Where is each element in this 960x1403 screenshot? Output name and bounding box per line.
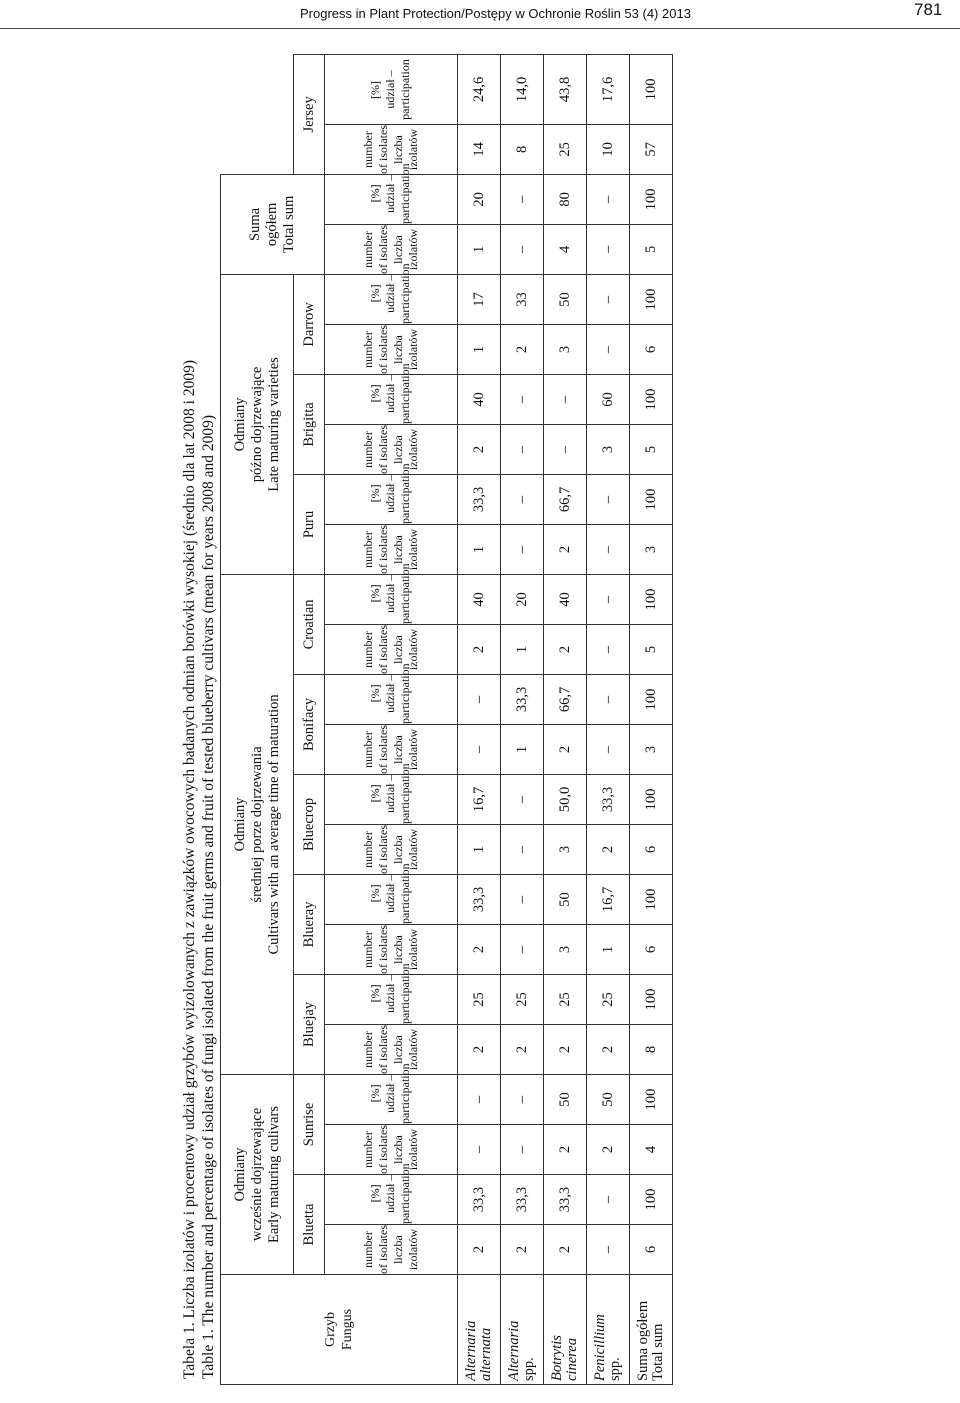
participation-cell: – (587, 474, 630, 524)
isolate-count-cell: – (501, 924, 544, 974)
table-row (630, 54, 673, 1384)
isolate-count-cell: 2 (544, 1125, 587, 1175)
isolate-count-cell: 14 (458, 124, 501, 174)
participation-cell: 100 (630, 374, 673, 424)
isolate-count-cell: 1 (501, 724, 544, 774)
group-average-en: Cultivars with an average time of maturation (265, 694, 282, 955)
isolate-count-cell: 6 (630, 1225, 673, 1275)
fungus-name-line1: Suma ogółem (635, 1300, 651, 1381)
fungus-name-line2: spp. (607, 1357, 623, 1381)
isolate-count-cell: 1 (458, 224, 501, 274)
share-label: udział – participation (383, 1163, 412, 1224)
group-total-en: Total sum (281, 195, 297, 254)
group-early (221, 1074, 294, 1274)
group-total-pl1: Suma (247, 207, 263, 241)
fungus-name-cell (587, 1275, 630, 1385)
table-row (501, 54, 544, 1384)
share-unit: [%] (368, 1084, 382, 1103)
participation-cell: 33,3 (458, 474, 501, 524)
isolate-count-cell: 2 (458, 1225, 501, 1275)
isolate-count-cell: 2 (544, 1024, 587, 1074)
participation-cell: 43,8 (544, 54, 587, 124)
participation-cell: 50 (544, 874, 587, 924)
count-column-header (325, 424, 458, 474)
participation-cell: 50,0 (544, 774, 587, 824)
rotated-table-block (180, 55, 780, 1385)
share-column-header (325, 1163, 458, 1225)
count-label-pl: liczba izolatów (390, 928, 420, 971)
caption-polish: Tabela 1. Liczba izolatów i procentowy udział grzybów wyizolowanych z zawiązków owocowych badanych odmian borówki wysokiej (średnio dla lat 2008 i 2009) (181, 359, 198, 1379)
count-column-header (325, 1125, 458, 1175)
fungus-name-line2: spp. (521, 1357, 537, 1381)
participation-cell: 100 (630, 474, 673, 524)
participation-cell: 20 (501, 574, 544, 624)
share-unit: [%] (368, 484, 382, 503)
isolate-count-cell: 1 (458, 324, 501, 374)
isolate-count-cell: – (587, 324, 630, 374)
cultivar-header: Sunrise (294, 1074, 325, 1174)
isolate-count-cell: 3 (544, 324, 587, 374)
participation-cell: 100 (630, 54, 673, 124)
fungi-isolates-table (220, 54, 673, 1385)
share-unit: [%] (368, 584, 382, 603)
cultivar-header: Bonifacy (294, 674, 325, 774)
isolate-count-cell: – (501, 1125, 544, 1175)
participation-cell: 40 (458, 574, 501, 624)
fungus-name-line2: cinerea (564, 1338, 580, 1381)
group-early-en: Early maturing culivars (265, 1106, 282, 1243)
isolate-count-cell: – (501, 224, 544, 274)
count-label-en: number of isolates (360, 124, 390, 174)
isolate-count-cell: – (587, 224, 630, 274)
isolate-count-cell: 2 (458, 1024, 501, 1074)
share-unit: [%] (368, 1184, 382, 1203)
share-label: udział – participation (383, 863, 412, 924)
count-label-en: number of isolates (360, 1024, 390, 1074)
isolate-count-cell: 1 (587, 924, 630, 974)
isolate-count-cell: 3 (630, 524, 673, 574)
share-column-header (325, 963, 458, 1024)
share-unit: [%] (368, 884, 382, 903)
count-label-pl: liczba izolatów (390, 328, 420, 371)
share-column-header (325, 663, 458, 724)
header-rule (0, 28, 960, 29)
group-average-pl2: średniej porze dojrzewania (248, 746, 265, 903)
isolate-count-cell: 2 (544, 524, 587, 574)
share-column-header (325, 463, 458, 524)
count-label-en: number of isolates (360, 624, 390, 674)
share-label: udział – participation (383, 263, 412, 324)
share-label: udział – participation (383, 363, 412, 424)
cultivar-header: Puru (294, 474, 325, 574)
isolate-count-cell: 10 (587, 124, 630, 174)
isolate-count-cell: – (501, 424, 544, 474)
participation-cell: 66,7 (544, 474, 587, 524)
fungus-name-cell (544, 1275, 587, 1385)
share-label: udział – participation (383, 1063, 412, 1124)
participation-cell: 100 (630, 974, 673, 1024)
participation-cell: 16,7 (458, 774, 501, 824)
participation-cell: – (587, 174, 630, 224)
share-unit: [%] (368, 284, 382, 303)
participation-cell: – (501, 374, 544, 424)
isolate-count-cell: 2 (458, 424, 501, 474)
table-caption (180, 55, 220, 1385)
participation-cell: 100 (630, 574, 673, 624)
participation-cell: 33,3 (501, 674, 544, 724)
isolate-count-cell: 2 (587, 1125, 630, 1175)
isolate-count-cell: – (501, 824, 544, 874)
participation-cell: 25 (587, 974, 630, 1024)
count-label-pl: liczba izolatów (390, 428, 420, 471)
share-unit: [%] (368, 80, 382, 99)
isolate-count-cell: 1 (501, 624, 544, 674)
participation-cell: 14,0 (501, 54, 544, 124)
isolate-count-cell: 2 (458, 624, 501, 674)
group-late-en: Late maturing varieties (265, 357, 282, 492)
share-unit: [%] (368, 784, 382, 803)
group-average (221, 574, 294, 1074)
isolate-count-cell: 2 (544, 1225, 587, 1275)
participation-cell: – (501, 174, 544, 224)
share-label: udział – participation (383, 59, 412, 120)
isolate-count-cell: 5 (630, 624, 673, 674)
participation-cell: 40 (458, 374, 501, 424)
count-label-pl: liczba izolatów (390, 628, 420, 671)
participation-cell: – (501, 774, 544, 824)
isolate-count-cell: – (501, 524, 544, 574)
fungus-name-cell (458, 1275, 501, 1385)
fungus-name-cell (630, 1275, 673, 1385)
cultivar-header: Blueray (294, 874, 325, 974)
fungus-name-line1: Alternaria (506, 1320, 522, 1381)
share-unit: [%] (368, 684, 382, 703)
participation-cell: 100 (630, 874, 673, 924)
fungus-name-line2: Total sum (650, 1323, 666, 1381)
count-label-en: number of isolates (360, 1225, 390, 1274)
group-late-pl1: Odmiany (231, 397, 248, 452)
isolate-count-cell: 2 (544, 624, 587, 674)
participation-cell: 33,3 (458, 874, 501, 924)
count-label-en: number of isolates (360, 824, 390, 874)
isolate-count-cell: 8 (501, 124, 544, 174)
fungus-name-cell (501, 1275, 544, 1385)
participation-cell: 100 (630, 174, 673, 224)
count-label-pl: liczba izolatów (390, 1028, 420, 1071)
participation-cell: 50 (544, 274, 587, 324)
share-label: udział – participation (383, 463, 412, 524)
isolate-count-cell: 3 (544, 824, 587, 874)
isolate-count-cell: 2 (501, 1024, 544, 1074)
participation-cell: 17 (458, 274, 501, 324)
participation-cell: 25 (458, 974, 501, 1024)
count-column-header (325, 124, 458, 174)
participation-cell: 33,3 (587, 774, 630, 824)
count-column-header (325, 1225, 458, 1275)
count-label-en: number of isolates (360, 724, 390, 774)
participation-cell: – (587, 674, 630, 724)
count-label-en: number of isolates (360, 324, 390, 374)
share-column-header (325, 563, 458, 624)
share-label: udział – participation (383, 563, 412, 624)
isolate-count-cell: – (544, 424, 587, 474)
cultivar-header: Jersey (294, 54, 325, 174)
participation-cell: – (458, 1074, 501, 1124)
participation-cell: 50 (544, 1074, 587, 1124)
isolate-count-cell: 5 (630, 224, 673, 274)
group-total (221, 174, 325, 274)
share-column-header (325, 863, 458, 924)
isolate-count-cell: – (587, 524, 630, 574)
count-label-en: number of isolates (360, 224, 390, 274)
isolate-count-cell: 6 (630, 924, 673, 974)
share-column-header (325, 54, 458, 124)
participation-cell: 80 (544, 174, 587, 224)
journal-header: Progress in Plant Protection/Postępy w Ochronie Roślin 53 (4) 2013 (300, 6, 691, 21)
fungus-name-line1: Alternaria (463, 1320, 479, 1381)
share-label: udział – participation (383, 163, 412, 224)
group-late-pl2: późno dojrzewające (248, 366, 265, 483)
share-unit: [%] (368, 384, 382, 403)
participation-cell: 25 (501, 974, 544, 1024)
share-label: udział – participation (383, 963, 412, 1024)
column-header-row (325, 54, 458, 1384)
fungus-header-en: Fungus (340, 1308, 355, 1351)
participation-cell: 25 (544, 974, 587, 1024)
isolate-count-cell: 4 (630, 1125, 673, 1175)
table-row (544, 54, 587, 1384)
participation-cell: 100 (630, 674, 673, 724)
share-column-header (325, 1063, 458, 1124)
isolate-count-cell: 6 (630, 324, 673, 374)
group-early-pl1: Odmiany (231, 1147, 248, 1202)
participation-cell: 40 (544, 574, 587, 624)
participation-cell: 50 (587, 1074, 630, 1124)
participation-cell: 24,6 (458, 54, 501, 124)
participation-cell: 33,3 (544, 1175, 587, 1225)
isolate-count-cell: 3 (544, 924, 587, 974)
isolate-count-cell: 1 (458, 524, 501, 574)
participation-cell: 16,7 (587, 874, 630, 924)
cultivar-header: Bluejay (294, 974, 325, 1074)
participation-cell: 100 (630, 1175, 673, 1225)
table-row (458, 54, 501, 1384)
cultivar-header: Bluetta (294, 1175, 325, 1275)
share-unit: [%] (368, 184, 382, 203)
fungus-name-line2: alternata (478, 1327, 494, 1381)
isolate-count-cell: 4 (544, 224, 587, 274)
count-label-pl: liczba izolatów (390, 728, 420, 771)
group-late (221, 274, 294, 574)
count-label-pl: liczba izolatów (390, 228, 420, 271)
count-column-header (325, 324, 458, 374)
isolate-count-cell: – (458, 724, 501, 774)
isolate-count-cell: 8 (630, 1024, 673, 1074)
isolate-count-cell: 2 (458, 924, 501, 974)
count-column-header (325, 224, 458, 274)
cultivar-header: Darrow (294, 274, 325, 374)
share-column-header (325, 163, 458, 224)
participation-cell: 20 (458, 174, 501, 224)
participation-cell: 60 (587, 374, 630, 424)
group-total-pl2: ogółem (264, 202, 280, 247)
count-column-header (325, 524, 458, 574)
participation-cell: 17,6 (587, 54, 630, 124)
participation-cell: – (501, 474, 544, 524)
fungus-header (221, 1275, 458, 1385)
participation-cell: – (501, 1074, 544, 1124)
fungus-name-line1: Penicillium (592, 1314, 608, 1381)
count-label-pl: liczba izolatów (390, 828, 420, 871)
participation-cell: – (587, 574, 630, 624)
group-early-pl2: wcześnie dojrzewające (248, 1107, 265, 1242)
participation-cell: 33,3 (501, 1175, 544, 1225)
share-column-header (325, 263, 458, 324)
count-column-header (325, 824, 458, 874)
participation-cell: 100 (630, 1074, 673, 1124)
participation-cell: – (587, 274, 630, 324)
participation-cell: – (587, 1175, 630, 1225)
share-label: udział – participation (383, 763, 412, 824)
participation-cell: – (458, 674, 501, 724)
count-label-en: number of isolates (360, 524, 390, 574)
fungus-name-line1: Botrytis (549, 1335, 565, 1381)
participation-cell: 100 (630, 274, 673, 324)
participation-cell: 33,3 (458, 1175, 501, 1225)
isolate-count-cell: 2 (501, 1225, 544, 1275)
table-row (587, 54, 630, 1384)
count-column-header (325, 924, 458, 974)
isolate-count-cell: 6 (630, 824, 673, 874)
isolate-count-cell: 3 (630, 724, 673, 774)
isolate-count-cell: 1 (458, 824, 501, 874)
count-column-header (325, 624, 458, 674)
count-label-en: number of isolates (360, 424, 390, 474)
isolate-count-cell: – (587, 724, 630, 774)
isolate-count-cell: 2 (587, 1024, 630, 1074)
count-label-pl: liczba izolatów (390, 528, 420, 571)
participation-cell: 66,7 (544, 674, 587, 724)
count-label-pl: liczba izolatów (390, 1128, 420, 1171)
share-label: udział – participation (383, 663, 412, 724)
count-column-header (325, 1024, 458, 1074)
participation-cell: 33 (501, 274, 544, 324)
isolate-count-cell: – (458, 1125, 501, 1175)
participation-cell: 100 (630, 774, 673, 824)
count-label-en: number of isolates (360, 1125, 390, 1174)
isolate-count-cell: 57 (630, 124, 673, 174)
participation-cell: – (544, 374, 587, 424)
group-average-pl1: Odmiany (231, 797, 248, 852)
isolate-count-cell: – (587, 624, 630, 674)
cultivar-header: Brigitta (294, 374, 325, 474)
share-column-header (325, 363, 458, 424)
page-number: 781 (914, 0, 943, 19)
share-unit: [%] (368, 984, 382, 1003)
cultivar-header: Bluecrop (294, 774, 325, 874)
isolate-count-cell: 5 (630, 424, 673, 474)
isolate-count-cell: 2 (544, 724, 587, 774)
count-label-pl: liczba izolatów (390, 128, 420, 171)
count-label-pl: liczba izolatów (390, 1228, 420, 1271)
participation-cell: – (501, 874, 544, 924)
caption-english: Table 1. The number and percentage of isolates of fungi isolated from the fruit germs and fruit of tested blueberry cultivars (mean for years 2008 and 2009) (200, 414, 217, 1379)
isolate-count-cell: 2 (587, 824, 630, 874)
isolate-count-cell: 3 (587, 424, 630, 474)
cultivar-header: Croatian (294, 574, 325, 674)
count-label-en: number of isolates (360, 924, 390, 974)
isolate-count-cell: – (587, 1225, 630, 1275)
fungus-header-pl: Grzyb (323, 1312, 338, 1347)
isolate-count-cell: 2 (501, 324, 544, 374)
count-column-header (325, 724, 458, 774)
isolate-count-cell: 25 (544, 124, 587, 174)
share-column-header (325, 763, 458, 824)
